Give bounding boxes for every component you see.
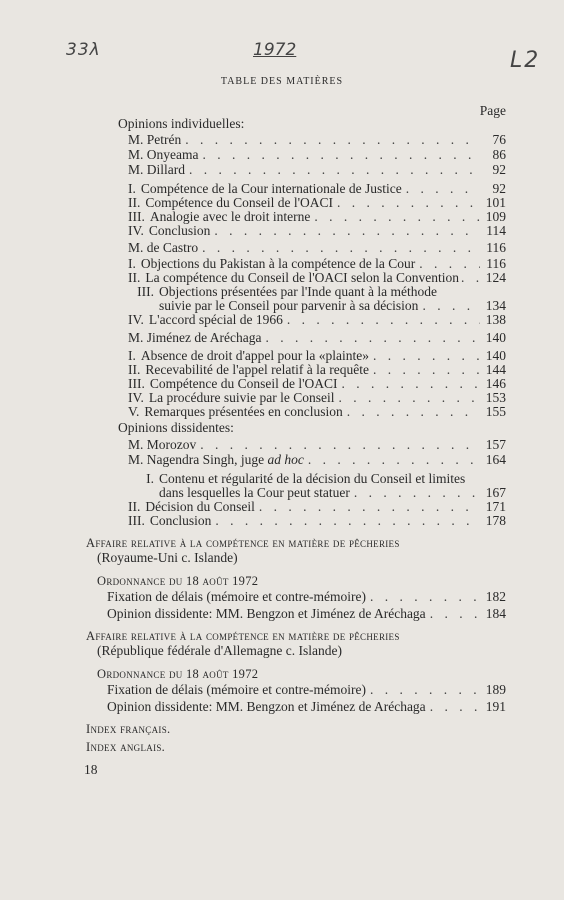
affaire-title-2: Affaire relative à la compétence en matière de pêcheries <box>86 629 400 643</box>
toc-subentry-singh-3: III. Conclusion . . . 178 <box>128 514 506 528</box>
ordonnance-2: Ordonnance du 18 août 1972 <box>97 667 259 681</box>
toc-entry-dillard: M. Dillard . . . 92 <box>128 163 506 177</box>
toc-subentry-castro-1: I. Objections du Pakistan à la compétence de la Cour . . . 116 <box>128 257 506 271</box>
toc-entry-fixation-2: Fixation de délais (mémoire et contre-mémoire) . . . 189 <box>107 683 506 697</box>
toc-subentry-jimenez-3: III. Compétence du Conseil de l'OACI . . . 146 <box>128 377 506 391</box>
toc-subentry-castro-3: III. Objections présentées par l'Inde quant à la méthode <box>137 284 437 299</box>
toc-subentry-castro-4: IV. L'accord spécial de 1966 . . . 138 <box>128 313 506 327</box>
toc-subentry-castro-3-cont: suivie par le Conseil pour parvenir à sa décision . . . 134 <box>159 299 506 313</box>
toc-entry-fixation-1: Fixation de délais (mémoire et contre-mémoire) . . . 182 <box>107 590 506 604</box>
index-anglais: Index anglais. <box>86 740 166 754</box>
index-francais: Index français. <box>86 722 171 736</box>
affaire-title-1: Affaire relative à la compétence en matière de pêcheries <box>86 536 400 550</box>
affaire-parties-1: (Royaume-Uni c. Islande) <box>97 550 238 565</box>
page-column-label: Page <box>479 103 506 118</box>
toc-subentry-jimenez-5: V. Remarques présentées en conclusion . . . 155 <box>128 405 506 419</box>
toc-entry-petren: M. Petrén . . . 76 <box>128 133 506 147</box>
toc-subentry-jimenez-2: II. Recevabilité de l'appel relatif à la requête . . . 144 <box>128 363 506 377</box>
toc-entry-jimenez: M. Jiménez de Aréchaga . . . 140 <box>128 331 506 345</box>
toc-subentry-dillard-4: IV. Conclusion . . . 114 <box>128 224 506 238</box>
handwritten-note-right: L2 <box>510 48 541 73</box>
toc-subentry-jimenez-1: I. Absence de droit d'appel pour la «plainte» . . . 140 <box>128 349 506 363</box>
toc-subentry-singh-1-cont: dans lesquelles la Cour peut statuer . . . 167 <box>159 486 506 500</box>
section-heading-dissenting: Opinions dissidentes: <box>118 420 234 435</box>
handwritten-note-left: 33λ <box>66 40 101 60</box>
toc-subentry-singh-1: I. Contenu et régularité de la décision du Conseil et limites <box>146 471 466 486</box>
section-heading-individual: Opinions individuelles: <box>118 116 245 131</box>
toc-entry-opinion-1: Opinion dissidente: MM. Bengzon et Jiménez de Aréchaga . . . 184 <box>107 607 506 621</box>
toc-subentry-dillard-1: I. Compétence de la Cour internationale de Justice . . . 92 <box>128 182 506 196</box>
toc-subentry-singh-2: II. Décision du Conseil . . . 171 <box>128 500 506 514</box>
toc-entry-de-castro: M. de Castro . . . 116 <box>128 241 506 255</box>
toc-entry-nagendra-singh: M. Nagendra Singh, juge ad hoc . . . 164 <box>128 453 506 467</box>
page-title: TABLE DES MATIÈRES <box>220 76 344 87</box>
handwritten-note-year: 1972 <box>253 40 297 60</box>
toc-entry-morozov: M. Morozov . . . 157 <box>128 438 506 452</box>
ordonnance-1: Ordonnance du 18 août 1972 <box>97 574 259 588</box>
toc-subentry-dillard-3: III. Analogie avec le droit interne . . . 109 <box>128 210 506 224</box>
toc-entry-onyeama: M. Onyeama . . . 86 <box>128 148 506 162</box>
toc-subentry-jimenez-4: IV. La procédure suivie par le Conseil . . . 153 <box>128 391 506 405</box>
toc-subentry-castro-2: II. La compétence du Conseil de l'OACI selon la Convention . . . 124 <box>128 271 506 285</box>
toc-subentry-dillard-2: II. Compétence du Conseil de l'OACI . . . 101 <box>128 196 506 210</box>
affaire-parties-2: (République fédérale d'Allemagne c. Islande) <box>97 643 342 658</box>
page-number: 18 <box>84 762 98 777</box>
toc-entry-opinion-2: Opinion dissidente: MM. Bengzon et Jiménez de Aréchaga . . . 191 <box>107 700 506 714</box>
